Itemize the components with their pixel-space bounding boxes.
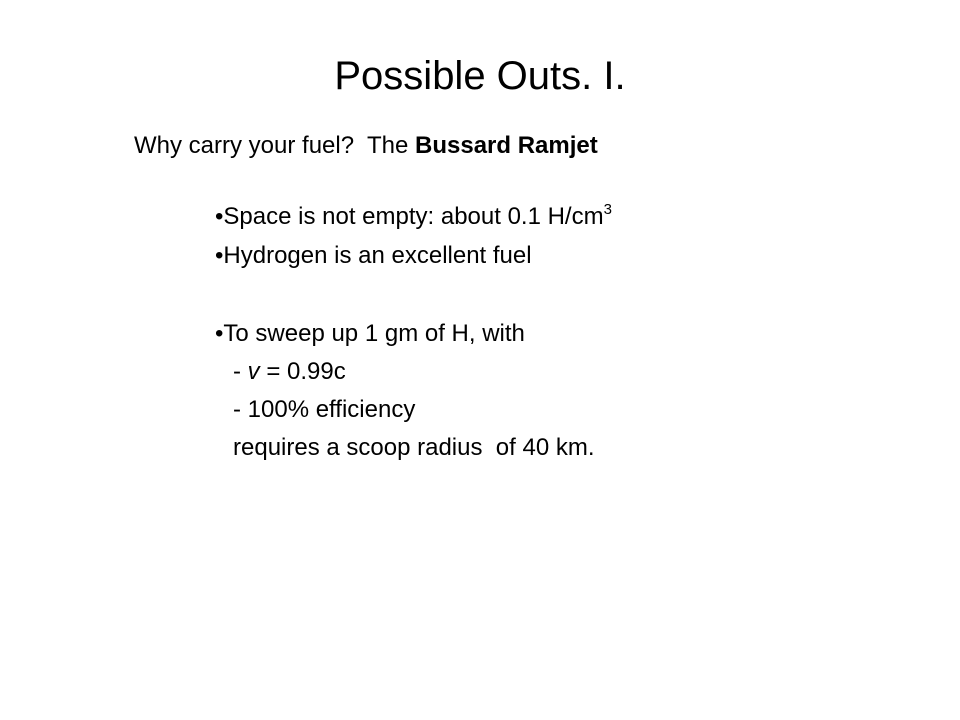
slide-subtitle: [134, 130, 598, 162]
bullet-hydrogen-fuel: •Hydrogen is an excellent fuel: [215, 242, 532, 269]
superscript-exponent: 3: [603, 201, 612, 218]
detail-velocity: [233, 357, 346, 387]
detail-conclusion: requires a scoop radius of 40 km.: [233, 434, 595, 461]
detail-efficiency: - 100% efficiency: [233, 396, 416, 423]
slide-title: Possible Outs. I.: [334, 54, 626, 98]
subtitle-text: Why carry your fuel? The: [134, 132, 415, 159]
subtitle-emphasis: Bussard Ramjet: [415, 132, 598, 159]
bullet-space-density: [215, 202, 612, 232]
bullet-sweep-hydrogen: •To sweep up 1 gm of H, with: [215, 320, 525, 347]
velocity-value: = 0.99c: [259, 358, 346, 385]
velocity-symbol: v: [247, 358, 260, 385]
velocity-prefix: -: [233, 358, 248, 385]
bullet-text: •Space is not empty: about 0.1 H/cm: [215, 203, 604, 230]
